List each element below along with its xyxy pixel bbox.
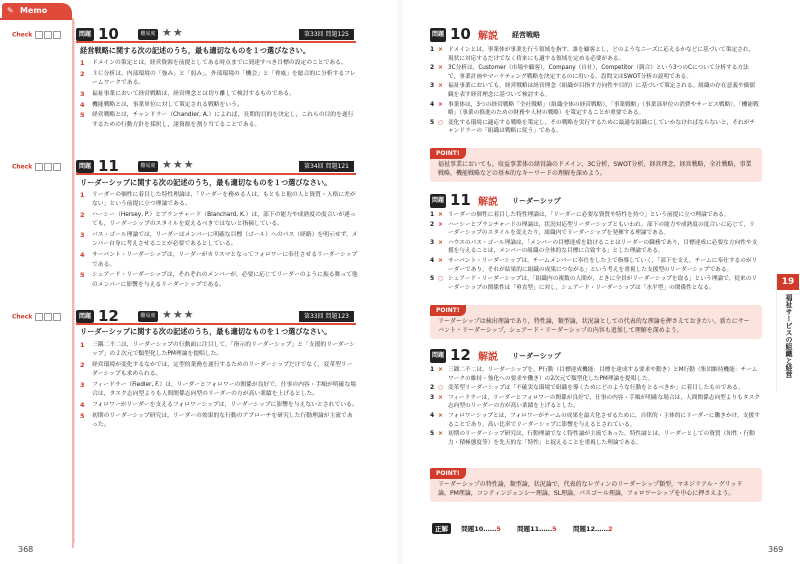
option-list-10: [80, 59, 358, 132]
difficulty-stars: ★★: [162, 26, 184, 39]
option-item: 5 シェアード・リーダーシップは，それぞれのメンバーが，必要に応じてリーダーのように振る舞って他のメンバーに影響を与えるリーダーシップである。: [80, 271, 358, 288]
option-item: 1 ドメインの策定とは，経営資源を前提としてある時点までに到達すべき目標の設定のことである。: [80, 59, 347, 67]
check-box[interactable]: [44, 313, 52, 321]
difficulty-badge: 難易度: [138, 29, 158, 40]
answer-badge: 問題: [430, 194, 446, 208]
point-box-12: [430, 468, 762, 502]
memo-rule: [0, 18, 74, 20]
answer-item: 4 × サーバント・リーダーシップは，チームメンバーに奉仕をした上で指導していく，「部下を支え，チームに奉仕するのがリーダーであり，それが結果的に組織の成果につながる」という考えを重視した支援型のリーダーシップである。: [430, 256, 758, 273]
question-stem: リーダーシップに関する次の記述のうち，最も適切なものを１つ選びなさい。: [80, 327, 332, 336]
question-ref: 第33回 問題123: [299, 311, 354, 322]
check-label: Check: [12, 163, 33, 171]
answer-item: 2 ○ 変革型リーダーシップは「不確実な環境で組織を導くためにどのような行動をとるべきか」に着目したものである。: [430, 384, 744, 392]
answer-item: 3 × フィードラーは，リーダーとフォロワーの関係が良好で，仕事の内容・手順が明確な場合は，人間関係志向型よりもタスク志向型のリーダーの方が高い業績を上げるとした。: [430, 393, 760, 410]
answer-number: 12: [450, 346, 471, 364]
answer-summary-item: 問題12……2: [572, 525, 613, 533]
margin-dots: [74, 22, 76, 542]
answer-item: 5 ○ シェアード・リーダーシップは，「組織内の複数の人間が，ときに全員がリーダーシップを取る」という理論で，従来のリーダーシップの関係性は「垂直型」に対し，シェアード・リーダーシップは「水平型」の関係性となる。: [430, 275, 758, 291]
point-label: POINT!: [430, 305, 466, 316]
check-box[interactable]: [44, 31, 52, 39]
point-text: リーダーシップは検出理論であり，特性論，類型論，状況論としての代表的な理論を押さえておきたい。新たにサーバント・リーダーシップ，シェアード・リーダーシップの内容も追加して理解を深めよう。: [438, 318, 750, 334]
check-box[interactable]: [35, 163, 43, 171]
option-item: 3 福祉事業において経営戦略は，経営理念とは切り離して検討するものである。: [80, 89, 295, 98]
question-number: 10: [98, 25, 119, 43]
question-ref: 第34回 問題121: [299, 161, 354, 172]
option-item: 5 経営戦略とは，チャンドラー（Chandler, A.）によれば，長期的目的を決定し，これらの目的を遂行するための行動方針を採択し，諸資源を割り当てることである。: [80, 111, 354, 128]
question-badge: 問題: [76, 160, 94, 173]
answer-item: 1 × 三隅二不二は，リーダーシップを，P行動（目標達成機能：目標を達成する要求や動き）とM行動（集団維持機能：チームワークの維持・強化への要求や働き）の2次元で類型化したPM理論を提唱した。: [430, 366, 758, 382]
question-number: 12: [98, 307, 119, 325]
point-box-10: [430, 148, 762, 182]
page-number-right: 369: [768, 545, 784, 554]
option-item: 2 経営環境が変化するなかでは，定型的業務を遂行するためのリーダーシップだけでなく，変革型リーダーシップも求められる。: [80, 361, 353, 378]
answer-number: 11: [450, 191, 471, 209]
check-label: Check: [12, 31, 33, 39]
option-item: 2 ３Ｃ分析は，内部環境の「強み」と「弱み」，外部環境の「機会」と「脅威」を総合的に分析するフレームワークである。: [80, 69, 356, 87]
check-box[interactable]: [35, 313, 43, 321]
option-item: 4 サーバント・リーダーシップは，リーダーがカリスマとなってフォロワーに奉仕させるリーダーシップである。: [80, 251, 358, 268]
option-item: 1 三隅二不二は，リーダーシップの行動面に注目して，「指示的リーダーシップ」と「支援的リーダーシップ」の２次元で類型化したPM理論を提唱した。: [80, 341, 356, 358]
answer-list-10: [430, 46, 760, 137]
answer-header-12: [430, 348, 760, 364]
check-box[interactable]: [53, 313, 61, 321]
kaisetsu-label: 解説: [478, 352, 498, 363]
check-box[interactable]: [53, 31, 61, 39]
difficulty-badge: 難易度: [138, 311, 158, 322]
check-box[interactable]: [35, 31, 43, 39]
point-box-11: [430, 305, 762, 339]
question-header-12: [76, 307, 356, 325]
answer-badge: 問題: [430, 28, 446, 42]
difficulty-stars: ★★★: [162, 158, 195, 171]
difficulty-badge: 難易度: [138, 161, 158, 172]
point-label: POINT!: [430, 468, 466, 479]
kaisetsu-label: 解説: [478, 197, 498, 208]
answer-item: 4 × 事業体は，3つの経営戦略「全社戦略」（組織全体の経営戦略），「事業戦略」（事業部単位の消費やサービス戦略），「機能戦略」（事業の推進のための財務や人材の戦略）を策定することが重要である。: [430, 100, 759, 117]
answer-badge: 問題: [430, 349, 446, 363]
answer-item: 2 × 3C分析は，Customer（市場や顧客），Company（自社），Competitor（競合）という3つのCについて分析する方法で，事業計画やマーケティング戦略を決定するのに用いる。設問文はSWOT分析の説明である。: [430, 64, 749, 80]
answer-topic: 経営戦略: [512, 31, 540, 39]
answers-badge: 正解: [432, 523, 451, 534]
check-boxes-q10: [12, 31, 61, 39]
answer-number: 10: [450, 25, 471, 43]
option-item: 1 リーダーの個性に着目した特性理論は，「リーダーを務める人は，もともと他の人と資質・人格に差がない」という前提に立つ理論である。: [80, 191, 356, 208]
memo-label: Memo: [20, 6, 48, 15]
chapter-tab[interactable]: [776, 274, 798, 392]
question-stem: リーダーシップに関する次の記述のうち，最も適切なものを１つ選びなさい。: [80, 178, 332, 187]
answer-topic: リーダーシップ: [512, 197, 561, 205]
check-box[interactable]: [53, 163, 61, 171]
chapter-title: 福祉サービスの組織と経営: [785, 294, 793, 378]
answer-item: 4 × フォロワーシップとは，フォロワーがチームの成果を最大化させるために，自律的・主体的にリーダーに働きかけ，支援することであり，高い比率でリーダーシップに影響を与えるとされている。: [430, 411, 760, 428]
point-text: 福祉事業においても，収益事業体の経営論のドメイン，3C分析，SWOT分析，経営理念，経営戦略，全社戦略，事業戦略，機能戦略などの基本的なキーワードの理解を深めよう。: [438, 161, 752, 177]
option-list-12: [80, 341, 358, 432]
option-item: 3 フィードラー（Fiedler, F.）は，リーダーとフォロワーの関係が良好で，仕事の内容・手順が明確な場合は，タスク志向型よりも人間関係志向型のリーダーの方が高い業績を上げるとした。: [80, 381, 357, 398]
page-number-left: 368: [18, 545, 34, 554]
answer-summary-item: 問題11……5: [517, 525, 557, 533]
question-header-11: [76, 157, 356, 175]
check-boxes-q11: [12, 163, 61, 171]
answer-item: 5 ○ 変化する環境に適応する戦略を策定し，その戦略を実行するために最適な組織にしていかなければならないと，それがチャンドラーの「組織は戦略に従う」である。: [430, 118, 756, 135]
question-stem: 経営戦略に関する次の記述のうち，最も適切なものを１つ選びなさい。: [80, 46, 311, 55]
difficulty-stars: ★★★: [162, 308, 195, 321]
option-item: 4 フォロワーがリーダーを支えるフォロワーシップは，リーダーシップに影響を与えないとされている。: [80, 401, 358, 410]
answer-item: 5 × 初期のリーダーシップ研究は，行動理論でなく特性論が主流であった。特性論とは，リーダーとしての資質（知性・行動力・積極態度等）を先天的な「特性」と捉えることを重視した理論である。: [430, 430, 755, 446]
memo-icon: ✎: [7, 6, 14, 15]
answer-item: 3 × 福祉事業においても，経営戦略は経営理念（組織が目指す方向性や目的）に基づいて策定される。組織の存在意義や価値観を表す経営理念に基づいて検討する。: [430, 82, 756, 98]
answer-topic: リーダーシップ: [512, 352, 561, 360]
kaisetsu-label: 解説: [478, 31, 498, 42]
option-list-11: [80, 191, 358, 291]
answer-list-11: [430, 211, 760, 293]
point-text: リーダーシップの特性論，類型論，状況論で，代表的なレヴィンのリーダーシップ類型，マネジリアル・グリッド論，PM理論，コンティンジェンシー理論，SL理論，パスゴール理論，フォロワーシップを中心に押さえよう。: [438, 481, 743, 497]
chapter-number: 19: [777, 274, 799, 290]
option-item: 5 初期のリーダーシップ研究は，リーダーの効果的な行動のアプローチを研究した行動理論が主流であった。: [80, 412, 353, 429]
option-item: 3 パス・ゴール理論では，リーダーはメンバーに明確な目標（ゴール）へのパス（経路）を明示せず，メンバー自身に考えさせることが必要であるとしている。: [80, 231, 358, 248]
answer-summary-item: 問題10……5: [461, 525, 501, 533]
question-ref: 第33回 問題125: [299, 29, 354, 40]
check-boxes-q12: [12, 313, 61, 321]
question-number: 11: [98, 157, 119, 175]
memo-tab: [2, 3, 72, 19]
option-item: 4 機能戦略とは，事業単位に対して策定される戦略をいう。: [80, 100, 243, 109]
answer-item: 3 × ハウスのパス・ゴール理論は，「メンバーの目標達成を助けることはリーダーの職務であり，目標達成に必要な方向性や支援を与えることは，メンバーの組織の全体的な目標に合致する」とした理論である。: [430, 238, 758, 255]
answer-header-11: [430, 193, 760, 209]
check-box[interactable]: [44, 163, 52, 171]
answer-summary: [432, 523, 627, 537]
question-header-10: [76, 25, 356, 43]
answer-item: 1 × ドメインとは，事業体が事業を行う領域を指す。誰を顧客とし，どのようなニーズに応えるかなどに基づいて策定され，現状に対応するだけでなく将来にも適する領域を定める必要がある。: [430, 46, 755, 62]
question-badge: 問題: [76, 28, 94, 41]
answer-item: 1 × リーダーの個性に着目した特性理論は，「リーダーに必要な資質や特性を持つ」という前提に立つ理論である。: [430, 211, 730, 218]
answer-header-10: [430, 27, 760, 43]
question-badge: 問題: [76, 310, 94, 323]
answer-list-12: [430, 366, 760, 448]
point-label: POINT!: [430, 148, 466, 159]
option-item: 2 ハーシー（Hersey, P.）とブランチャード（Blanchard, K.）は，部下の能力や成熟度の度合いが違っても，リーダーシップのスタイルを変えるべきではないと指摘している。: [80, 211, 356, 228]
check-label: Check: [12, 313, 33, 321]
answer-item: 2 × ハーシーとブランチャードの理論は，状況対応型リーダーシップともいわれ，部下の能力や成熟度の度合いに応じて，リーダーシップのスタイルを変えたり，組織内でリーダーシップを発揮する理論である。: [430, 220, 755, 237]
